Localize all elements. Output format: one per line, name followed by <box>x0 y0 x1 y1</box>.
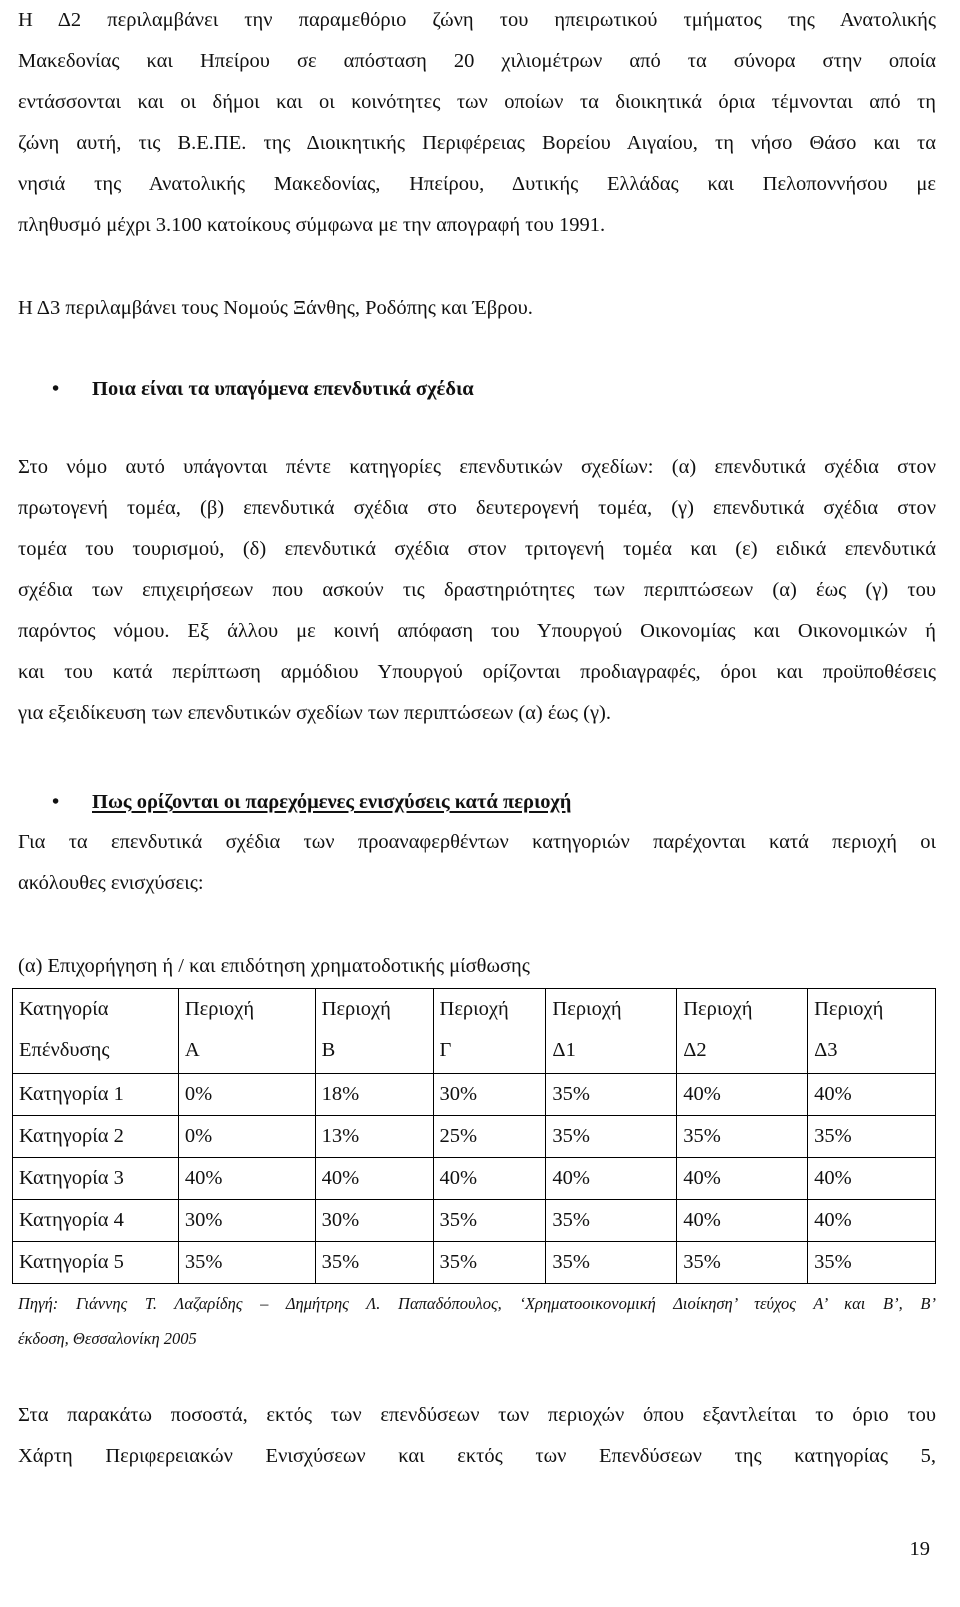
rate-cell: 35% <box>546 1200 677 1242</box>
paragraph-line: πρωτογενή τομέα, (β) επενδυτικά σχέδια στο δευτερογενή τομέα, (γ) επενδυτικά σχέδια στον <box>18 497 936 519</box>
rate-cell: 40% <box>677 1158 808 1200</box>
rate-cell: 40% <box>178 1158 315 1200</box>
table-row <box>13 1074 936 1116</box>
header-cell-line: Περιοχή <box>814 998 884 1020</box>
rate-cell: 40% <box>808 1158 936 1200</box>
header-cell-line: Α <box>184 1039 200 1061</box>
paragraph-line: παρόντος νόμου. Εξ άλλου με κοινή απόφαση του Υπουργού Οικονομίας και Οικονομικών ή <box>18 620 936 642</box>
rate-cell: 35% <box>677 1242 808 1284</box>
table-row <box>13 1158 936 1200</box>
source-line: Πηγή: Γιάννης Τ. Λαζαρίδης – Δημήτρης Λ. Παπαδόπουλος, ‘Χρηματοοικονομική Διοίκηση’ τεύχος Α’ και Β’, Β’ <box>18 1294 936 1313</box>
table-row <box>13 1242 936 1284</box>
rate-cell: 35% <box>808 1242 936 1284</box>
table-caption: (α) Επιχορήγηση ή / και επιδότηση χρηματοδοτικής μίσθωσης <box>18 955 530 977</box>
rate-cell: 40% <box>546 1158 677 1200</box>
paragraph-line: Μακεδονίας και Ηπείρου σε απόσταση 20 χιλιομέτρων από τα σύνορα στην οποία <box>18 50 936 72</box>
paragraph-line: Η Δ2 περιλαμβάνει την παραμεθόριο ζώνη του ηπειρωτικού τμήματος της Ανατολικής <box>18 9 936 31</box>
row-label-cell: Κατηγορία 3 <box>13 1158 179 1200</box>
paragraph-line: για εξειδίκευση των επενδυτικών σχεδίων των περιπτώσεων (α) έως (γ). <box>18 702 612 724</box>
rate-cell: 13% <box>315 1116 433 1158</box>
table-body <box>13 989 936 1284</box>
heading-text: Πως ορίζονται οι παρεχόμενες ενισχύσεις κατά περιοχή <box>92 791 572 813</box>
rate-cell: 40% <box>433 1158 546 1200</box>
table-header-cell <box>546 989 677 1074</box>
table-header-cell <box>13 989 179 1074</box>
paragraph-line: και του κατά περίπτωση αρμόδιου Υπουργού ορίζονται προδιαγραφές, όροι και προϋποθέσεις <box>18 661 936 683</box>
header-cell-line: Περιοχή <box>184 998 255 1020</box>
table-row <box>13 1200 936 1242</box>
table-header-cell <box>808 989 936 1074</box>
rate-cell: 40% <box>808 1074 936 1116</box>
header-cell-line: Περιοχή <box>321 998 391 1020</box>
header-cell-line: Β <box>321 1039 336 1061</box>
header-cell-line: Δ2 <box>683 1039 707 1061</box>
bullet-icon: • <box>52 791 60 813</box>
header-cell-line: Περιοχή <box>552 998 622 1020</box>
rate-cell: 25% <box>433 1116 546 1158</box>
table-header-cell <box>178 989 315 1074</box>
paragraph-line: Χάρτη Περιφερειακών Ενισχύσεων και εκτός των Επενδύσεων της κατηγορίας 5, <box>18 1445 936 1467</box>
paragraph-line: εντάσσονται και οι δήμοι και οι κοινότητες των οποίων τα διοικητικά όρια τέμνονται από τη <box>18 91 936 113</box>
rate-cell: 40% <box>315 1158 433 1200</box>
paragraph-line: ακόλουθες ενισχύσεις: <box>18 872 204 894</box>
table-header-row <box>13 989 936 1074</box>
rate-cell: 35% <box>546 1116 677 1158</box>
header-cell-line: Δ1 <box>552 1039 576 1061</box>
rate-cell: 35% <box>808 1116 936 1158</box>
rate-cell: 40% <box>808 1200 936 1242</box>
table-header-cell <box>433 989 546 1074</box>
header-cell-line: Γ <box>439 1039 452 1061</box>
rate-cell: 40% <box>677 1074 808 1116</box>
aid-rates-table <box>12 988 936 1284</box>
header-cell-line: Επένδυσης <box>19 1039 110 1061</box>
rate-cell: 35% <box>546 1074 677 1116</box>
rate-cell: 30% <box>433 1074 546 1116</box>
table-header-cell <box>315 989 433 1074</box>
rate-cell: 0% <box>178 1074 315 1116</box>
paragraph-line: τομέα του τουρισμού, (δ) επενδυτικά σχέδια στον τριτογενή τομέα και (ε) ειδικά επενδυτικά <box>18 538 936 560</box>
paragraph-line: Στο νόμο αυτό υπάγονται πέντε κατηγορίες επενδυτικών σχεδίων: (α) επενδυτικά σχέδια στον <box>18 456 936 478</box>
row-label-cell: Κατηγορία 5 <box>13 1242 179 1284</box>
paragraph-d3: Η Δ3 περιλαμβάνει τους Νομούς Ξάνθης, Ροδόπης και Έβρου. <box>18 297 533 319</box>
table-header-cell <box>677 989 808 1074</box>
header-cell-line: Δ3 <box>814 1039 838 1061</box>
page-number: 19 <box>909 1538 930 1560</box>
source-line: έκδοση, Θεσσαλονίκη 2005 <box>18 1329 197 1348</box>
rate-cell: 35% <box>546 1242 677 1284</box>
header-cell-line: Κατηγορία <box>19 998 109 1020</box>
rate-cell: 35% <box>677 1116 808 1158</box>
header-cell-line: Περιοχή <box>683 998 753 1020</box>
rate-cell: 18% <box>315 1074 433 1116</box>
rate-cell: 35% <box>433 1242 546 1284</box>
rate-cell: 35% <box>315 1242 433 1284</box>
source-citation <box>18 1286 936 1356</box>
paragraph-aid-intro <box>18 822 936 904</box>
header-cell-line: Περιοχή <box>439 998 509 1020</box>
paragraph-line: πληθυσμό μέχρι 3.100 κατοίκους σύμφωνα με την απογραφή του 1991. <box>18 214 606 236</box>
table-row <box>13 1116 936 1158</box>
paragraph-line: σχέδια των επιχειρήσεων που ασκούν τις δραστηριότητες των περιπτώσεων (α) έως (γ) του <box>18 579 936 601</box>
rate-cell: 30% <box>178 1200 315 1242</box>
row-label-cell: Κατηγορία 1 <box>13 1074 179 1116</box>
paragraph-d2 <box>18 0 936 246</box>
paragraph-line: Στα παρακάτω ποσοστά, εκτός των επενδύσεων των περιοχών όπου εξαντλείται το όριο του <box>18 1404 936 1426</box>
bullet-icon: • <box>52 378 60 400</box>
rate-cell: 30% <box>315 1200 433 1242</box>
row-label-cell: Κατηγορία 4 <box>13 1200 179 1242</box>
rate-cell: 40% <box>677 1200 808 1242</box>
paragraph-percentages-note <box>18 1395 936 1477</box>
paragraph-line: νησιά της Ανατολικής Μακεδονίας, Ηπείρου, Δυτικής Ελλάδας και Πελοποννήσου με <box>18 173 936 195</box>
paragraph-line: ζώνη αυτή, τις Β.Ε.ΠΕ. της Διοικητικής Περιφέρειας Βορείου Αιγαίου, τη νήσο Θάσο και τα <box>18 132 936 154</box>
row-label-cell: Κατηγορία 2 <box>13 1116 179 1158</box>
rate-cell: 0% <box>178 1116 315 1158</box>
rate-cell: 35% <box>178 1242 315 1284</box>
paragraph-investment-categories <box>18 447 936 734</box>
heading-text: Ποια είναι τα υπαγόμενα επενδυτικά σχέδια <box>92 378 474 400</box>
rate-cell: 35% <box>433 1200 546 1242</box>
paragraph-line: Για τα επενδυτικά σχέδια των προαναφερθέντων κατηγοριών παρέχονται κατά περιοχή οι <box>18 831 936 853</box>
